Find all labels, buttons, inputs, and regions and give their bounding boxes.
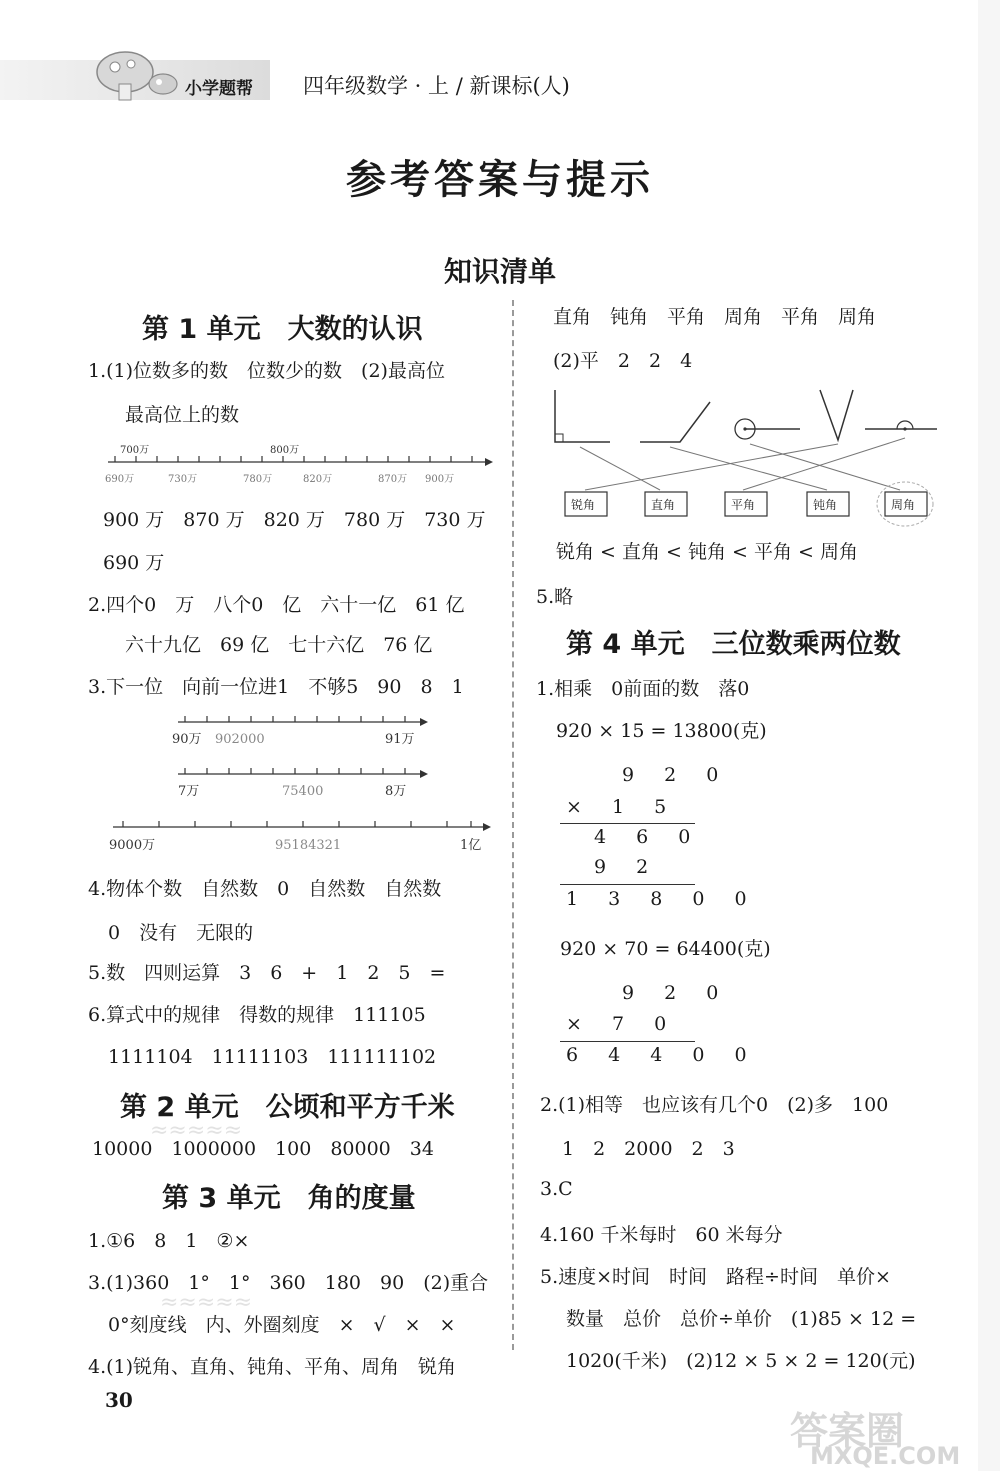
nl4-label: 1亿: [460, 838, 482, 853]
answer-line: 4.物体个数 自然数 0 自然数 自然数: [88, 878, 442, 900]
nl1-bottom-label: 900万: [425, 474, 455, 485]
nl2-label: 90万: [172, 732, 202, 747]
nl1-bottom-label: 690万: [105, 474, 135, 485]
calc-row: 9 2: [594, 856, 661, 878]
answer-line: 920 × 70 = 64400(克): [560, 938, 771, 960]
column-divider: [512, 300, 514, 1350]
mushroom-logo-icon: [95, 42, 185, 102]
unit1-heading: 第 1 单元 大数的认识: [142, 314, 423, 345]
answer-line: 1.(1)位数多的数 位数少的数 (2)最高位: [88, 360, 445, 382]
nl2-label: 902000: [215, 732, 265, 747]
answer-line: 0 没有 无限的: [108, 922, 254, 944]
number-line-2: [170, 710, 430, 752]
answer-line: 1.①6 8 1 ②×: [88, 1230, 250, 1252]
book-title: 四年级数学 · 上 / 新课标(人): [303, 74, 570, 98]
nl1-bottom-label: 820万: [303, 474, 333, 485]
answer-line: 3.(1)360 1° 1° 360 180 90 (2)重合: [88, 1272, 489, 1294]
answer-line: 5.略: [536, 586, 574, 608]
angle-box-label: 钝角: [813, 498, 838, 512]
nl1-bottom-label: 730万: [168, 474, 198, 485]
calc-row: 4 6 0: [594, 826, 703, 848]
answer-line: 900 万 870 万 820 万 780 万 730 万: [103, 509, 486, 531]
calc-row: 9 2 0: [622, 982, 731, 1004]
nl1-bottom-label: 870万: [378, 474, 408, 485]
calc-rule: [560, 823, 695, 824]
answer-line: 6.算式中的规律 得数的规律 111105: [88, 1004, 426, 1026]
nl3-label: 75400: [282, 784, 324, 799]
nl1-top-label: 800万: [270, 445, 300, 456]
answer-line: 数量 总价 总价÷单价 (1)85 × 12 =: [566, 1308, 917, 1330]
answer-line: (2)平 2 2 4: [553, 350, 693, 372]
answer-line: 最高位上的数: [125, 404, 240, 426]
answer-line: 1.相乘 0前面的数 落0: [536, 678, 750, 700]
unit2-heading: 第 2 单元 公顷和平方千米: [120, 1092, 455, 1123]
angle-matching-diagram: [545, 382, 945, 532]
nl2-label: 91万: [385, 732, 415, 747]
answer-line: 10000 1000000 100 80000 34: [92, 1138, 434, 1160]
answer-line: 690 万: [103, 552, 165, 574]
page-number: 30: [105, 1388, 133, 1412]
unit4-heading: 第 4 单元 三位数乘两位数: [566, 629, 901, 660]
answer-line: 5.数 四则运算 3 6 + 1 2 5 =: [88, 962, 446, 984]
page-title: 参考答案与提示: [346, 157, 654, 203]
watermark-logo: 答案圈: [790, 1409, 905, 1453]
answer-line: 4.160 千米每时 60 米每分: [540, 1224, 783, 1246]
nl3-label: 7万: [178, 784, 200, 799]
calc-row: × 7 0: [566, 1013, 679, 1035]
answer-line: 直角 钝角 平角 周角 平角 周角: [553, 306, 877, 328]
faint-watermark: ≈≈≈≈≈: [150, 1118, 243, 1143]
nl3-label: 8万: [385, 784, 407, 799]
answer-line: 0°刻度线 内、外圈刻度 × √ × ×: [108, 1314, 456, 1336]
angle-box-label: 平角: [731, 498, 756, 512]
answer-line: 5.速度×时间 时间 路程÷时间 单价×: [540, 1266, 891, 1288]
answer-line: 1020(千米) (2)12 × 5 × 2 = 120(元): [566, 1350, 916, 1372]
unit3-heading: 第 3 单元 角的度量: [162, 1183, 416, 1214]
watermark-url: MXQE.COM: [810, 1442, 961, 1470]
angle-box-label: 周角: [891, 498, 916, 512]
calc-row: 6 4 4 0 0: [566, 1044, 759, 1066]
calc-row: × 1 5: [566, 796, 679, 818]
angle-box-label: 锐角: [571, 498, 596, 512]
answer-line: 3.C: [540, 1178, 573, 1200]
answer-line: 4.(1)锐角、直角、钝角、平角、周角 锐角: [88, 1356, 457, 1378]
nl1-top-label: 700万: [120, 445, 150, 456]
number-line-3: [170, 762, 430, 804]
answer-line: 六十九亿 69 亿 七十六亿 76 亿: [125, 634, 433, 656]
calc-row: 9 2 0: [622, 764, 731, 786]
calc-rule: [560, 1041, 695, 1042]
number-line-1: [100, 438, 495, 490]
series-name: 小学题帮: [185, 79, 253, 99]
answer-line: 锐角 < 直角 < 钝角 < 平角 < 周角: [556, 541, 858, 563]
faint-watermark: ≈≈≈≈≈: [160, 1290, 253, 1315]
calc-rule: [560, 884, 695, 885]
number-line-4: [105, 815, 495, 857]
answer-line: 920 × 15 = 13800(克): [556, 720, 767, 742]
nl4-label: 95184321: [275, 838, 342, 853]
answer-line: 1 2 2000 2 3: [562, 1138, 735, 1160]
answer-line: 2.四个0 万 八个0 亿 六十一亿 61 亿: [88, 594, 465, 616]
answer-line: 2.(1)相等 也应该有几个0 (2)多 100: [540, 1094, 889, 1116]
calc-row: 1 3 8 0 0: [566, 888, 759, 910]
answer-line: 3.下一位 向前一位进1 不够5 90 8 1: [88, 676, 464, 698]
answer-line: 1111104 11111103 111111102: [108, 1046, 437, 1068]
section-title: 知识清单: [443, 255, 556, 288]
page-edge: [978, 0, 1000, 1471]
nl4-label: 9000万: [109, 838, 156, 853]
angle-box-label: 直角: [651, 498, 676, 512]
nl1-bottom-label: 780万: [243, 474, 273, 485]
